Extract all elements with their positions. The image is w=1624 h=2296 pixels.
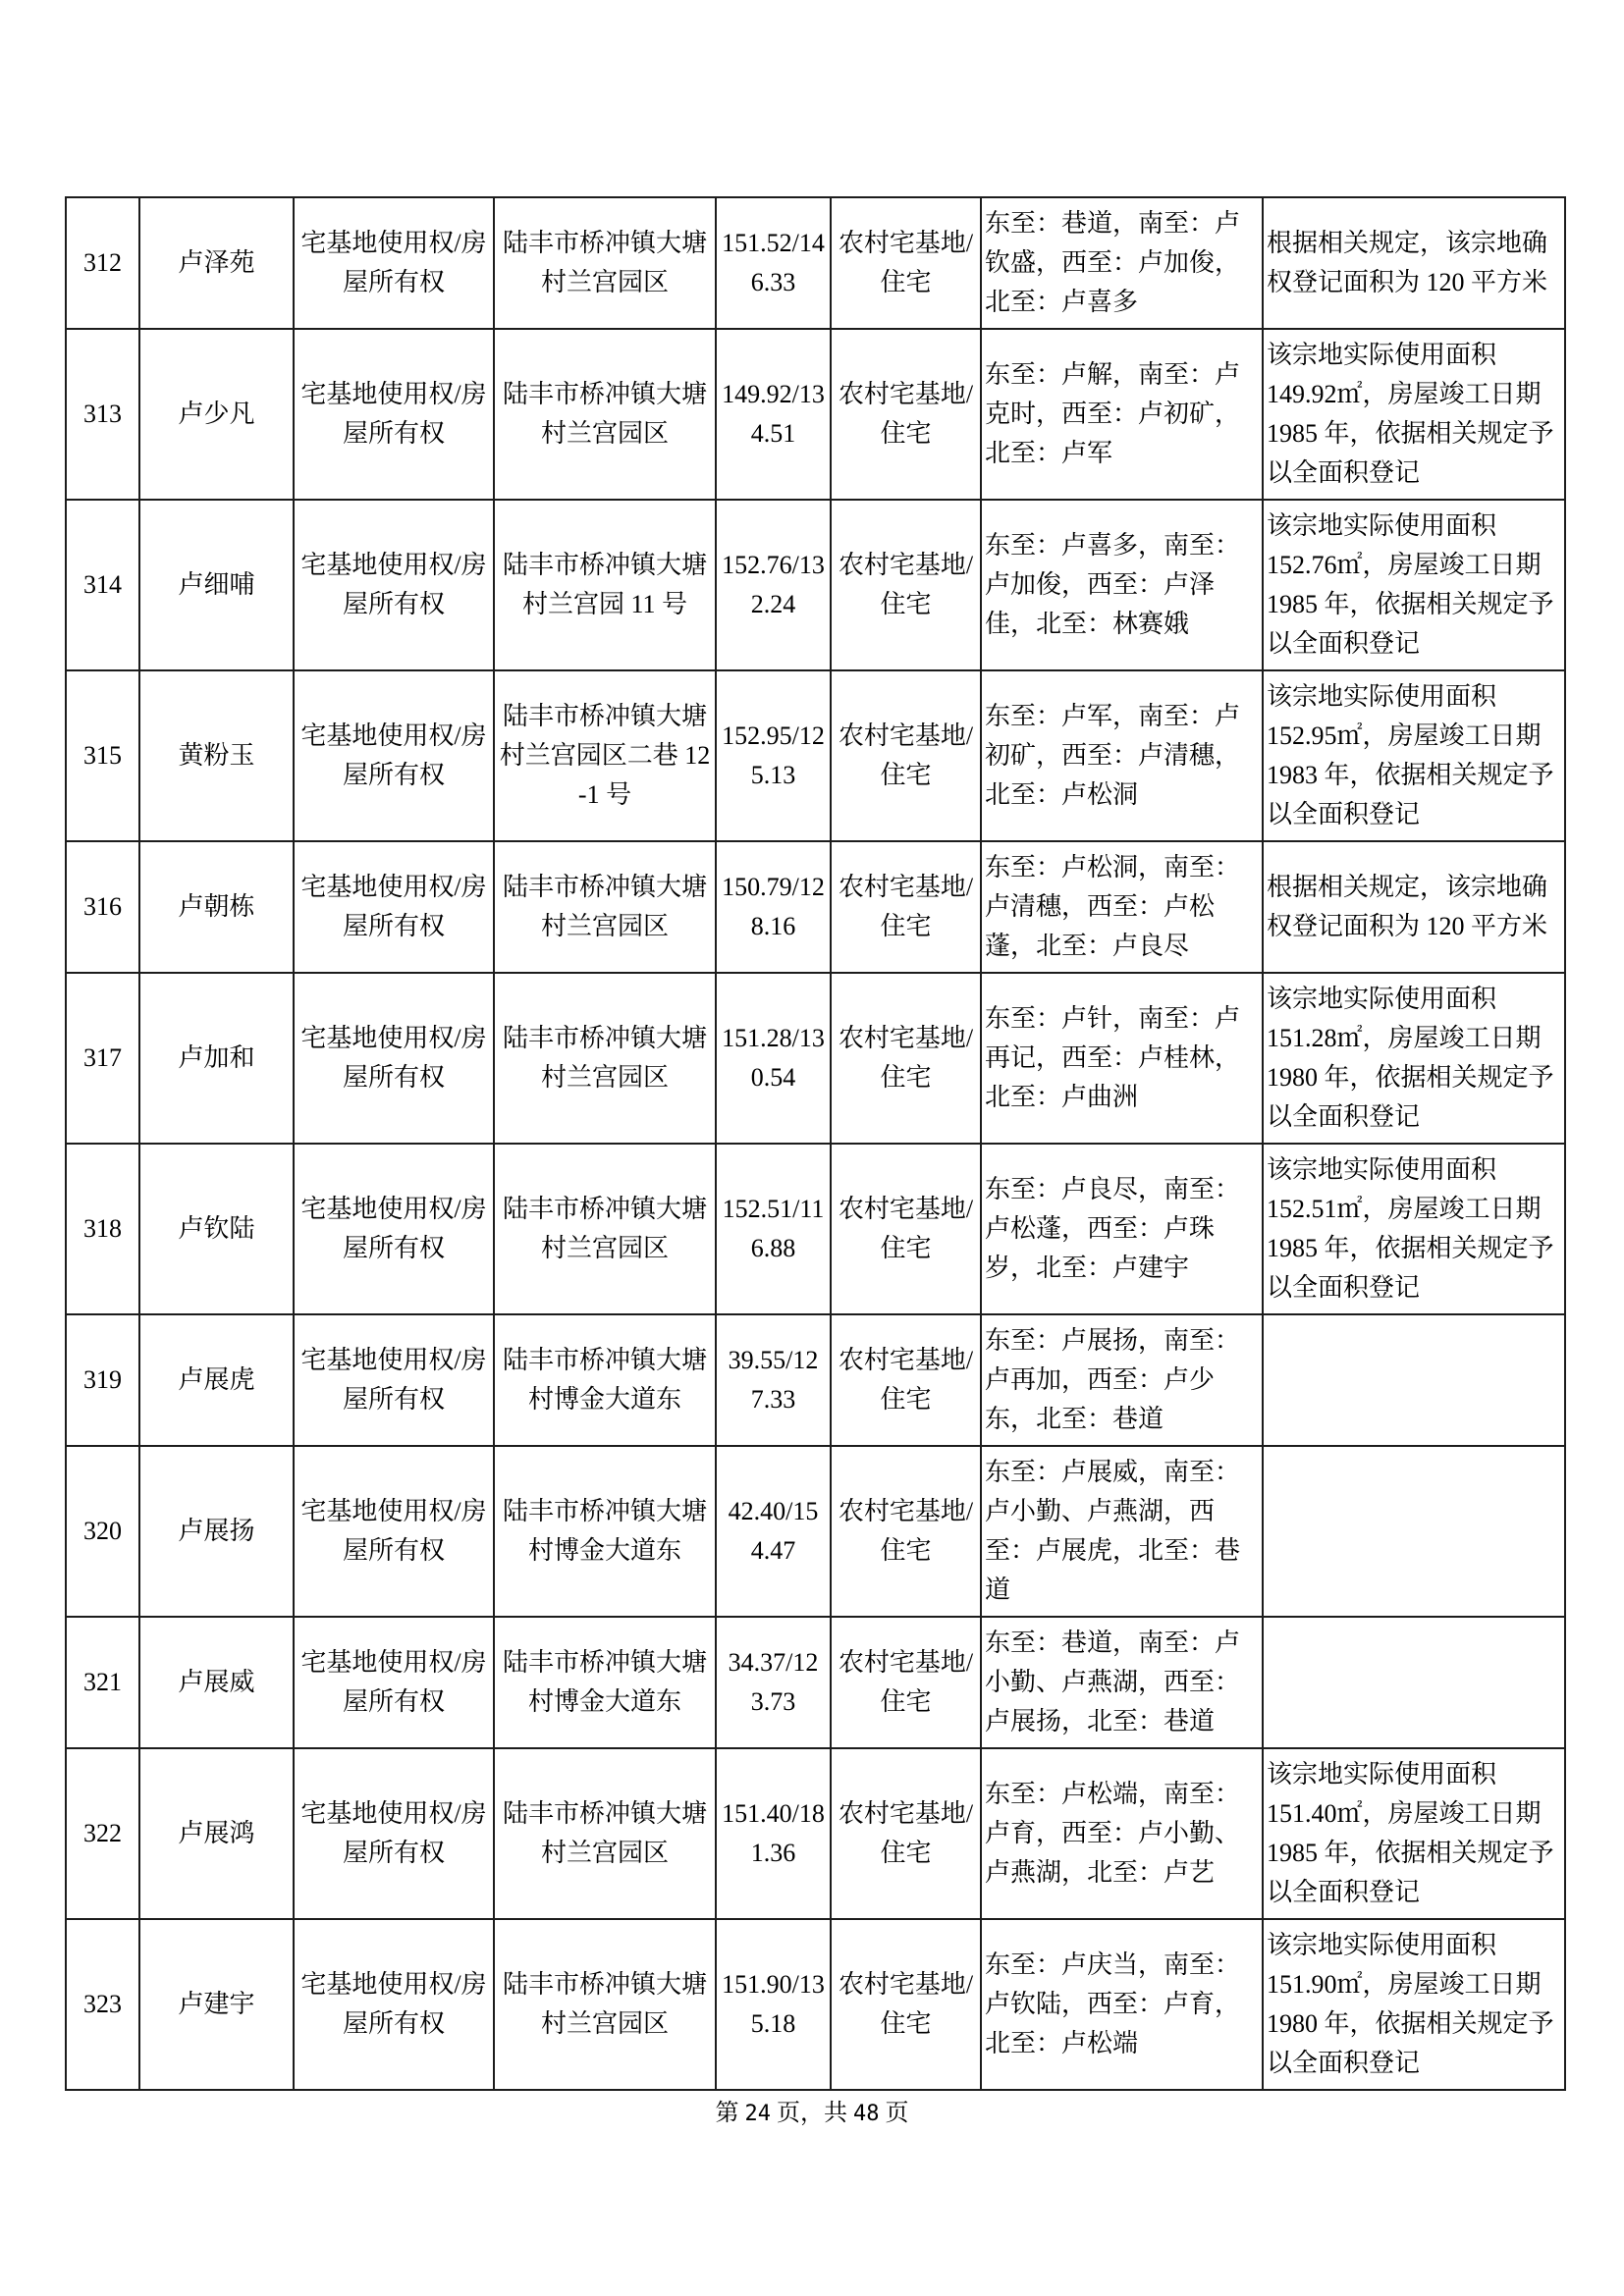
cell-location: 陆丰市桥冲镇大塘村兰宫园区 [494,1144,716,1314]
cell-land-type: 农村宅基地/住宅 [831,841,981,973]
cell-boundary: 东至：卢展威，南至：卢小勤、卢燕湖，西至：卢展虎，北至：巷道 [981,1446,1263,1617]
cell-location: 陆丰市桥冲镇大塘村兰宫园区 [494,973,716,1144]
cell-location: 陆丰市桥冲镇大塘村兰宫园 11 号 [494,500,716,670]
cell-serial: 320 [66,1446,139,1617]
cell-land-type: 农村宅基地/住宅 [831,1919,981,2090]
cell-land-type: 农村宅基地/住宅 [831,1446,981,1617]
cell-remark: 该宗地实际使用面积 151.28㎡，房屋竣工日期 1980 年，依据相关规定予以全面积登记 [1263,973,1565,1144]
cell-remark: 该宗地实际使用面积 151.90㎡，房屋竣工日期 1980 年，依据相关规定予以全面积登记 [1263,1919,1565,2090]
table-row [66,1144,1565,1314]
table-row [66,841,1565,973]
cell-serial: 323 [66,1919,139,2090]
cell-boundary: 东至：巷道，南至：卢钦盛，西至：卢加俊，北至：卢喜多 [981,197,1263,329]
cell-owner-name: 卢展鸿 [139,1748,294,1919]
cell-owner-name: 卢钦陆 [139,1144,294,1314]
cell-area: 151.90/135.18 [716,1919,831,2090]
cell-land-type: 农村宅基地/住宅 [831,1617,981,1748]
cell-serial: 322 [66,1748,139,1919]
cell-area: 152.95/125.13 [716,670,831,841]
cell-area: 150.79/128.16 [716,841,831,973]
cell-land-type: 农村宅基地/住宅 [831,197,981,329]
table-body [66,197,1565,2090]
cell-owner-name: 卢展扬 [139,1446,294,1617]
cell-owner-name: 卢展威 [139,1617,294,1748]
cell-rights-type: 宅基地使用权/房屋所有权 [294,197,494,329]
land-registration-table [65,196,1566,2091]
cell-rights-type: 宅基地使用权/房屋所有权 [294,973,494,1144]
cell-owner-name: 卢建宇 [139,1919,294,2090]
table-row [66,329,1565,500]
cell-location: 陆丰市桥冲镇大塘村兰宫园区 [494,197,716,329]
cell-location: 陆丰市桥冲镇大塘村兰宫园区二巷 12-1 号 [494,670,716,841]
cell-land-type: 农村宅基地/住宅 [831,1748,981,1919]
cell-remark: 该宗地实际使用面积 149.92㎡，房屋竣工日期 1985 年，依据相关规定予以全面积登记 [1263,329,1565,500]
footer-text-suffix: 页 [885,2101,909,2126]
cell-boundary: 东至：卢军，南至：卢初矿，西至：卢清穗，北至：卢松洞 [981,670,1263,841]
cell-serial: 316 [66,841,139,973]
cell-area: 149.92/134.51 [716,329,831,500]
cell-location: 陆丰市桥冲镇大塘村博金大道东 [494,1617,716,1748]
table-row [66,1446,1565,1617]
cell-serial: 312 [66,197,139,329]
cell-owner-name: 卢泽苑 [139,197,294,329]
cell-remark [1263,1617,1565,1748]
cell-area: 39.55/127.33 [716,1314,831,1446]
cell-rights-type: 宅基地使用权/房屋所有权 [294,1144,494,1314]
table-row [66,973,1565,1144]
cell-boundary: 东至：卢松端，南至：卢育，西至：卢小勤、卢燕湖，北至：卢艺 [981,1748,1263,1919]
cell-serial: 318 [66,1144,139,1314]
cell-remark: 根据相关规定，该宗地确权登记面积为 120 平方米 [1263,197,1565,329]
cell-rights-type: 宅基地使用权/房屋所有权 [294,1919,494,2090]
cell-remark: 该宗地实际使用面积 151.40㎡，房屋竣工日期 1985 年，依据相关规定予以全面积登记 [1263,1748,1565,1919]
cell-rights-type: 宅基地使用权/房屋所有权 [294,329,494,500]
table-row [66,1919,1565,2090]
cell-owner-name: 卢细哺 [139,500,294,670]
cell-owner-name: 卢加和 [139,973,294,1144]
cell-remark [1263,1446,1565,1617]
cell-boundary: 东至：卢松洞，南至：卢清穗，西至：卢松蓬，北至：卢良尽 [981,841,1263,973]
cell-land-type: 农村宅基地/住宅 [831,670,981,841]
cell-boundary: 东至：卢良尽，南至：卢松蓬，西至：卢珠岁，北至：卢建宇 [981,1144,1263,1314]
cell-remark: 该宗地实际使用面积 152.95㎡，房屋竣工日期 1983 年，依据相关规定予以全面积登记 [1263,670,1565,841]
cell-rights-type: 宅基地使用权/房屋所有权 [294,670,494,841]
table-row [66,197,1565,329]
cell-rights-type: 宅基地使用权/房屋所有权 [294,1314,494,1446]
cell-remark: 该宗地实际使用面积 152.76㎡，房屋竣工日期 1985 年，依据相关规定予以全面积登记 [1263,500,1565,670]
cell-boundary: 东至：卢展扬，南至：卢再加，西至：卢少东，北至：巷道 [981,1314,1263,1446]
cell-location: 陆丰市桥冲镇大塘村兰宫园区 [494,329,716,500]
cell-land-type: 农村宅基地/住宅 [831,1144,981,1314]
cell-rights-type: 宅基地使用权/房屋所有权 [294,841,494,973]
cell-land-type: 农村宅基地/住宅 [831,329,981,500]
cell-location: 陆丰市桥冲镇大塘村兰宫园区 [494,1919,716,2090]
cell-land-type: 农村宅基地/住宅 [831,500,981,670]
cell-serial: 317 [66,973,139,1144]
cell-boundary: 东至：卢针，南至：卢再记，西至：卢桂林，北至：卢曲洲 [981,973,1263,1144]
page-footer [0,2099,1624,2129]
cell-rights-type: 宅基地使用权/房屋所有权 [294,1748,494,1919]
footer-text-prefix: 第 [715,2101,739,2126]
cell-remark: 根据相关规定，该宗地确权登记面积为 120 平方米 [1263,841,1565,973]
cell-owner-name: 卢展虎 [139,1314,294,1446]
cell-rights-type: 宅基地使用权/房屋所有权 [294,500,494,670]
cell-serial: 315 [66,670,139,841]
table-row [66,1314,1565,1446]
cell-serial: 319 [66,1314,139,1446]
cell-boundary: 东至：卢庆当，南至：卢钦陆，西至：卢育，北至：卢松端 [981,1919,1263,2090]
cell-location: 陆丰市桥冲镇大塘村博金大道东 [494,1314,716,1446]
cell-owner-name: 卢朝栋 [139,841,294,973]
cell-boundary: 东至：巷道，南至：卢小勤、卢燕湖，西至：卢展扬，北至：巷道 [981,1617,1263,1748]
cell-area: 34.37/123.73 [716,1617,831,1748]
cell-land-type: 农村宅基地/住宅 [831,973,981,1144]
cell-area: 42.40/154.47 [716,1446,831,1617]
cell-remark: 该宗地实际使用面积 152.51㎡，房屋竣工日期 1985 年，依据相关规定予以全面积登记 [1263,1144,1565,1314]
cell-location: 陆丰市桥冲镇大塘村兰宫园区 [494,1748,716,1919]
cell-serial: 321 [66,1617,139,1748]
table-row [66,1617,1565,1748]
cell-area: 151.28/130.54 [716,973,831,1144]
cell-boundary: 东至：卢解，南至：卢克时，西至：卢初矿，北至：卢军 [981,329,1263,500]
footer-page-number: 24 [744,2102,771,2126]
cell-owner-name: 卢少凡 [139,329,294,500]
cell-serial: 314 [66,500,139,670]
table-row [66,1748,1565,1919]
table-row [66,670,1565,841]
cell-area: 151.52/146.33 [716,197,831,329]
cell-location: 陆丰市桥冲镇大塘村兰宫园区 [494,841,716,973]
cell-rights-type: 宅基地使用权/房屋所有权 [294,1446,494,1617]
cell-area: 152.51/116.88 [716,1144,831,1314]
cell-rights-type: 宅基地使用权/房屋所有权 [294,1617,494,1748]
cell-serial: 313 [66,329,139,500]
cell-location: 陆丰市桥冲镇大塘村博金大道东 [494,1446,716,1617]
cell-boundary: 东至：卢喜多，南至：卢加俊，西至：卢泽佳，北至：林赛娥 [981,500,1263,670]
cell-area: 152.76/132.24 [716,500,831,670]
table-row [66,500,1565,670]
cell-remark [1263,1314,1565,1446]
footer-text-middle: 页，共 [777,2101,847,2126]
cell-area: 151.40/181.36 [716,1748,831,1919]
cell-owner-name: 黄粉玉 [139,670,294,841]
footer-total-pages: 48 [853,2102,880,2126]
cell-land-type: 农村宅基地/住宅 [831,1314,981,1446]
